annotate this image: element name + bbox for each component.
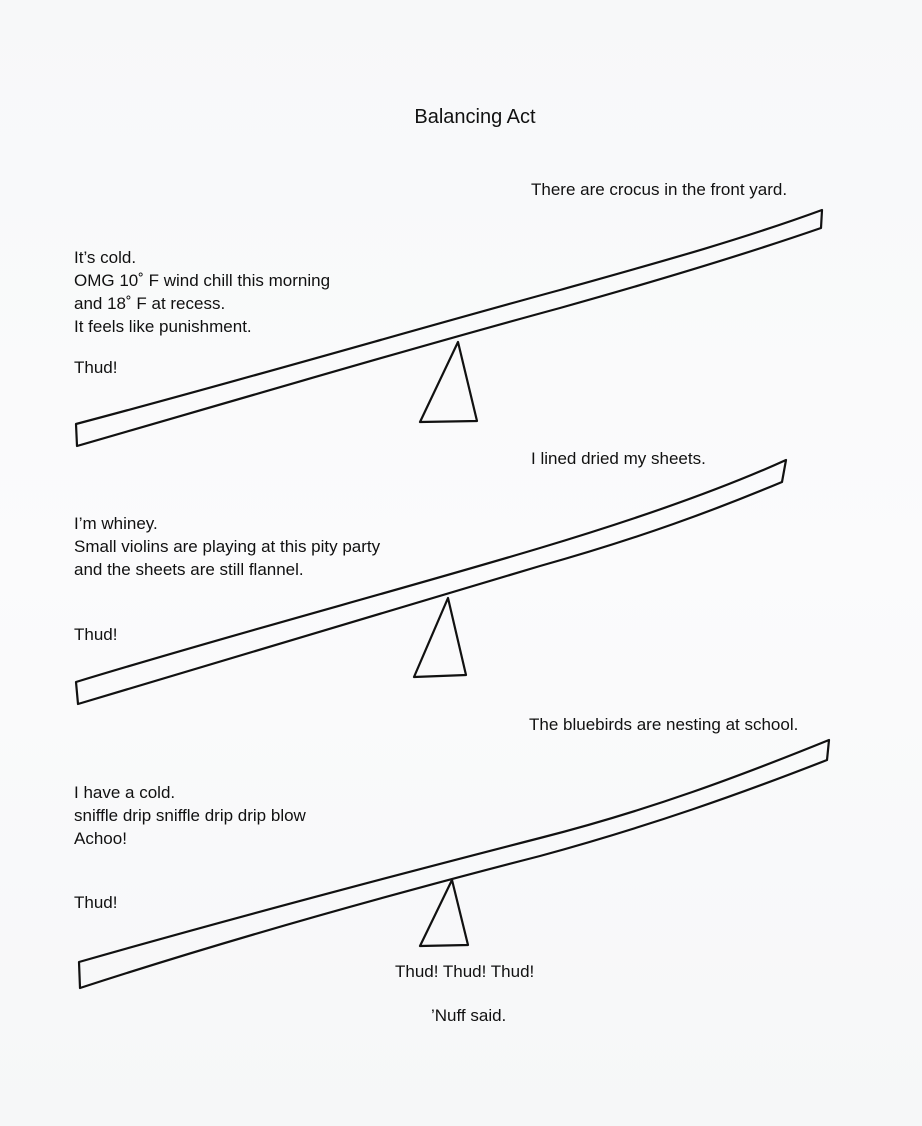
panel-2-complaint [74,512,380,581]
seesaw-1-fulcrum [420,342,477,422]
panel-2-line-2: Small violins are playing at this pity party [74,537,381,556]
closing-line: ’Nuff said. [431,1006,507,1025]
panel-1-thud: Thud! [74,358,118,377]
seesaw-2 [76,460,786,704]
panel-1-line-1: It’s cold. [74,248,137,267]
panel-2-thud: Thud! [74,625,118,644]
seesaw-3-fulcrum [420,880,468,946]
panel-3-line-1: I have a cold. [74,783,176,802]
final-thud: Thud! Thud! Thud! [395,962,535,981]
panel-1-complaint [74,246,330,338]
seesaw-2-plank [76,460,786,704]
panel-3-good-news: The bluebirds are nesting at school. [529,715,799,734]
panel-1-line-2: OMG 10˚ F wind chill this morning [74,271,331,290]
panel-1-line-3: and 18˚ F at recess. [74,294,226,313]
seesaw-2-fulcrum [414,598,466,677]
panel-2-good-news: I lined dried my sheets. [531,449,706,468]
page-title: Balancing Act [414,106,536,128]
panel-3-thud: Thud! [74,893,118,912]
panel-3-line-2: sniffle drip sniffle drip drip blow [74,806,306,825]
seesaw-3-plank [79,740,829,988]
panel-3-complaint [74,781,306,850]
panel-2-line-3: and the sheets are still flannel. [74,560,304,579]
panel-3-line-3: Achoo! [74,829,127,848]
panel-2-line-1: I’m whiney. [74,514,158,533]
seesaw-3 [79,740,829,988]
panel-1-line-4: It feels like punishment. [74,317,252,336]
panel-1-good-news: There are crocus in the front yard. [531,180,788,199]
